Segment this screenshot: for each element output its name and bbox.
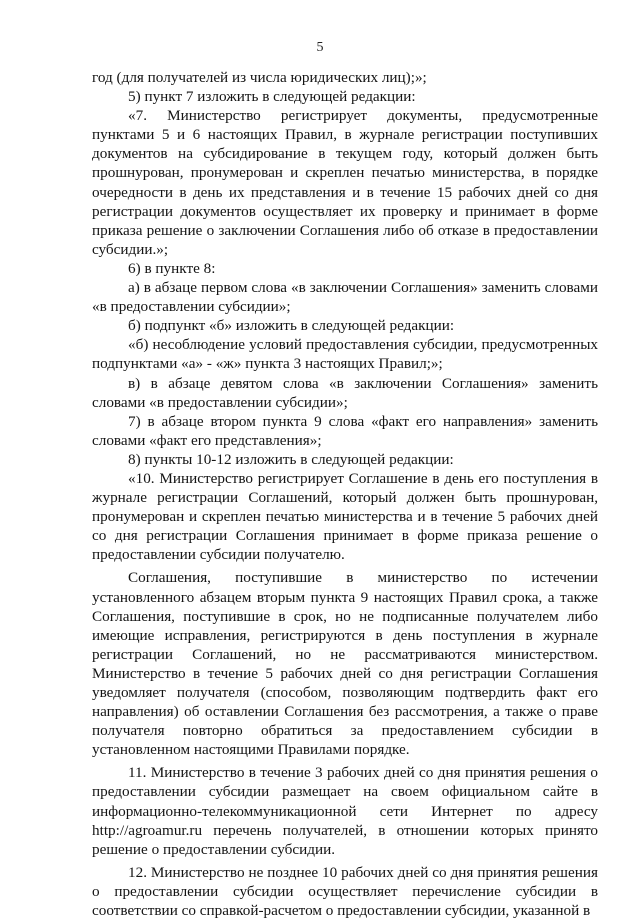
document-body: [92, 68, 598, 920]
paragraph: Соглашения, поступившие в министерство по истечении установленного абзацем вторым пункта 9 настоящих Правил срока, а также Соглашения, поступившие в срок, но не подписанные получателем либо имеющие исправления, регистрируются в день поступления в журнале регистрации Соглашений, но не рассматриваются министерством. Министерство в течение 5 рабочих дней со дня регистрации Соглашения уведомляет получателя (способом, позволяющим подтвердить факт его направления) об оставлении Соглашения без рассмотрения, а также о праве получателя повторно обратиться за предоставлением субсидии в установленном настоящими Правилами порядке.: [92, 569, 598, 759]
page-number: 5: [316, 40, 324, 55]
paragraph: год (для получателей из числа юридических лиц);»;: [92, 69, 427, 86]
paragraph: 11. Министерство в течение 3 рабочих дней со дня принятия решения о предоставлении субсидии размещает на своем официальном сайте в информационно-телекоммуникационной сети Интернет по адресу http://agroamur.ru перечень получателей, в отношении которых принято решение о предоставлении субсидии.: [92, 764, 598, 858]
paragraph: 5) пункт 7 изложить в следующей редакции:: [128, 88, 416, 106]
paragraph: а) в абзаце первом слова «в заключении Соглашения» заменить словами «в предоставлении субсидии»;: [92, 279, 598, 316]
paragraph: «7. Министерство регистрирует документы, предусмотренные пунктами 5 и 6 настоящих Правил, в журнале регистрации поступивших документов на субсидирование в текущем году, который должен быть прошнурован, пронумерован и скреплен печатью министерства, в порядке очередности в день их представления и в течение 15 рабочих дней со дня регистрации документов осуществляет их проверку и принимает в форме приказа решение о заключении Соглашения либо об отказе в предоставлении субсидии.»;: [92, 107, 598, 258]
paragraph: «10. Министерство регистрирует Соглашение в день его поступления в журнале регистрации Соглашений, который должен быть прошнурован, пронумерован и скреплен печатью министерства и в течение 5 рабочих дней со дня регистрации Соглашения принимает в форме приказа решение о предоставлении субсидии получателю.: [92, 469, 598, 564]
paragraph: б) подпункт «б» изложить в следующей редакции:: [128, 317, 455, 335]
paragraph: 8) пункты 10-12 изложить в следующей редакции:: [128, 450, 454, 468]
paragraph: «б) несоблюдение условий предоставления субсидии, предусмотренных подпунктами «а» - «ж» пункта 3 настоящих Правил;»;: [92, 336, 598, 373]
paragraph: в) в абзаце девятом слова «в заключении Соглашения» заменить словами «в предоставлении субсидии»;: [92, 374, 598, 411]
paragraph: 7) в абзаце втором пункта 9 слова «факт его направления» заменить словами «факт его представления»;: [92, 412, 598, 449]
paragraph: 6) в пункте 8:: [128, 259, 216, 277]
paragraph: 12. Министерство не позднее 10 рабочих дней со дня принятия решения о предоставлении субсидии осуществляет перечисление субсидии в соответствии со справкой-расчетом о предоставлении субсидии, указанной в: [92, 863, 598, 920]
